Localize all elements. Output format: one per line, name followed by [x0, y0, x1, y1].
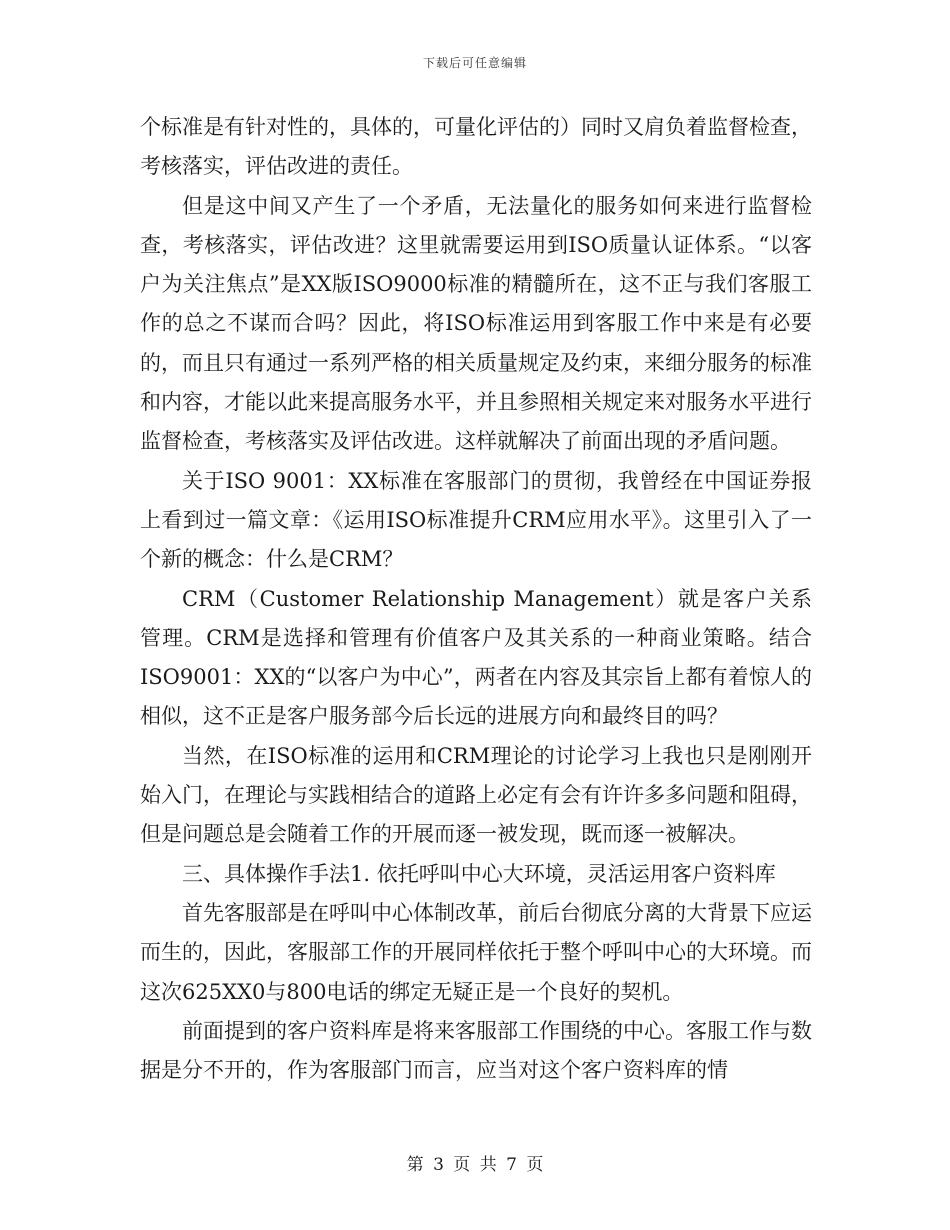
paragraph: 首先客服部是在呼叫中心体制改革，前后台彻底分离的大背景下应运而生的，因此，客服部工作的开展同样依托于整个呼叫中心的大环境。而这次625XX0与800电话的绑定无疑正是一个良好的契机。 [140, 900, 812, 1004]
paragraph: 当然，在ISO标准的运用和CRM理论的讨论学习上我也只是刚刚开始入门，在理论与实践相结合的道路上必定有会有许许多多问题和阻碍，但是问题总是会随着工作的开展而逐一被发现，既而逐一被解决。 [140, 743, 812, 847]
page-footer: 第 3 页 共 7 页 [406, 1155, 544, 1175]
section-heading: 三、具体操作手法1. 依托呼叫中心大环境，灵活运用客户资料库 [182, 861, 776, 886]
page-header: 下载后可任意编辑 [422, 56, 527, 70]
paragraph: 但是这中间又产生了一个矛盾，无法量化的服务如何来进行监督检查，考核落实，评估改进？这里就需要运用到ISO质量认证体系。“以客户为关注焦点”是XX版ISO9000标准的精髓所在，这不正与我们客服工作的总之不谋而合吗？因此，将ISO标准运用到客服工作中来是有必要的，而且只有通过一系列严格的相关质量规定及约束，来细分服务的标准和内容，才能以此来提高服务水平，并且参照相关规定来对服务水平进行监督检查，考核落实及评估改进。这样就解决了前面出现的矛盾问题。 [140, 193, 812, 454]
document-body [140, 108, 812, 1090]
paragraph: CRM（Customer Relationship Management）就是客户关系管理。CRM是选择和管理有价值客户及其关系的一种商业策略。结合ISO9001：XX的“以客户为中心”，两者在内容及其宗旨上都有着惊人的相似，这不正是客户服务部今后长远的进展方向和最终目的吗？ [140, 586, 812, 729]
paragraph: 前面提到的客户资料库是将来客服部工作围绕的中心。客服工作与数据是分不开的，作为客服部门而言，应当对这个客户资料库的情 [140, 1018, 812, 1083]
paragraph: 个标准是有针对性的，具体的，可量化评估的）同时又肩负着监督检查，考核落实，评估改进的责任。 [140, 115, 812, 179]
paragraph: 关于ISO 9001：XX标准在客服部门的贯彻，我曾经在中国证券报上看到过一篇文章：《运用ISO标准提升CRM应用水平》。这里引入了一个新的概念：什么是CRM？ [140, 468, 812, 572]
